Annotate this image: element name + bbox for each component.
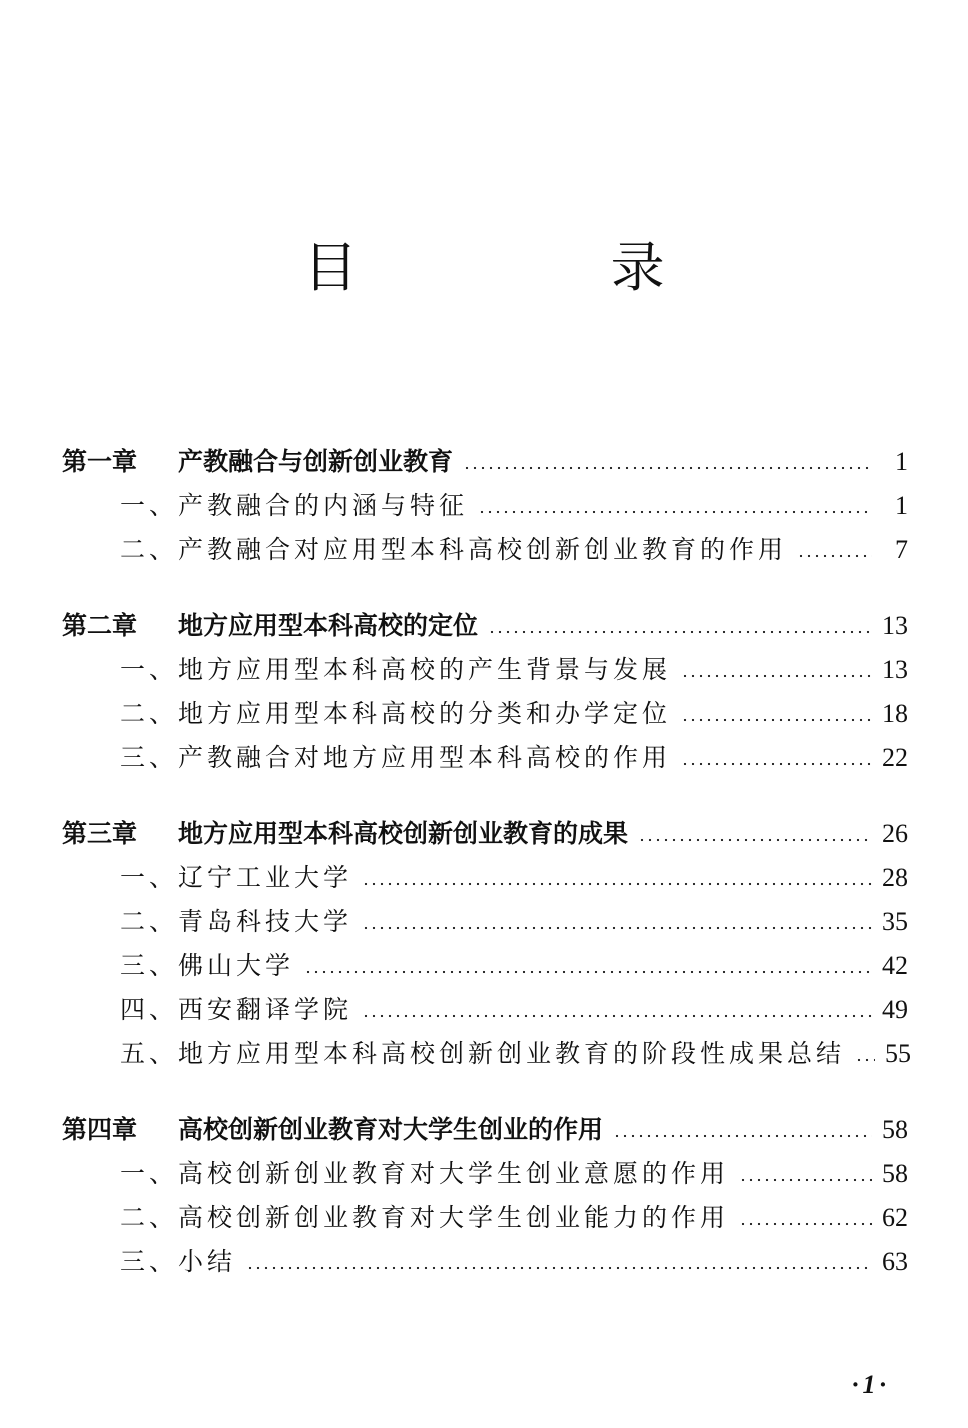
page-number: 7 xyxy=(895,535,908,564)
page-number: 28 xyxy=(882,863,908,892)
dot-leader xyxy=(246,1266,872,1270)
toc-section-entry[interactable] xyxy=(0,484,968,528)
page-number: 49 xyxy=(882,995,908,1024)
section-title: 一、高校创新创业教育对大学生创业意愿的作用 xyxy=(120,1159,730,1188)
toc-section-entry[interactable] xyxy=(0,1196,968,1240)
chapter-label: 第三章 xyxy=(62,819,138,848)
toc-section-entry[interactable] xyxy=(0,648,968,692)
section-title: 五、地方应用型本科高校创新创业教育的阶段性成果总结 xyxy=(120,1039,846,1068)
section-title: 二、产教融合对应用型本科高校创新创业教育的作用 xyxy=(120,535,788,564)
toc-section-entry[interactable] xyxy=(0,736,968,780)
section-title: 二、地方应用型本科高校的分类和办学定位 xyxy=(120,699,672,728)
dot-leader xyxy=(855,1058,875,1062)
toc-chapter xyxy=(0,440,968,572)
page-number: 22 xyxy=(882,743,908,772)
toc-section-entry[interactable] xyxy=(0,692,968,736)
page-number: 55 xyxy=(885,1039,912,1068)
page-number: 13 xyxy=(882,655,908,684)
dot-leader xyxy=(681,674,872,678)
page-number: 1 xyxy=(895,491,908,520)
page-number: 62 xyxy=(882,1203,908,1232)
dot-leader xyxy=(739,1222,872,1226)
dot-leader xyxy=(478,510,872,514)
dot-leader xyxy=(681,718,872,722)
section-title: 一、辽宁工业大学 xyxy=(120,863,353,892)
page-number: 58 xyxy=(882,1115,908,1144)
section-title: 一、产教融合的内涵与特征 xyxy=(120,491,469,520)
toc-chapter xyxy=(0,1108,968,1284)
dot-leader xyxy=(362,882,872,886)
section-title: 二、青岛科技大学 xyxy=(120,907,353,936)
page-title: 目 录 xyxy=(303,236,783,299)
chapter-label: 第一章 xyxy=(62,447,138,476)
page-folio: ·1· xyxy=(852,1370,890,1399)
chapter-title: 地方应用型本科高校创新创业教育的成果 xyxy=(178,819,629,848)
toc-section-entry[interactable] xyxy=(0,1152,968,1196)
toc-section-entry[interactable] xyxy=(0,1032,968,1076)
dot-leader xyxy=(463,466,872,470)
section-title: 三、产教融合对地方应用型本科高校的作用 xyxy=(120,743,672,772)
chapter-label: 第四章 xyxy=(62,1115,138,1144)
dot-leader xyxy=(638,838,872,842)
page-number: 42 xyxy=(882,951,908,980)
dot-leader xyxy=(362,1014,872,1018)
page-number: 13 xyxy=(882,611,908,640)
table-of-contents xyxy=(0,440,968,1316)
section-title: 一、地方应用型本科高校的产生背景与发展 xyxy=(120,655,672,684)
toc-chapter xyxy=(0,604,968,780)
page-number: 58 xyxy=(882,1159,908,1188)
toc-section-entry[interactable] xyxy=(0,1240,968,1284)
page-number: 1 xyxy=(895,447,908,476)
toc-section-entry[interactable] xyxy=(0,856,968,900)
dot-leader xyxy=(681,762,872,766)
page-number: 35 xyxy=(882,907,908,936)
dot-leader xyxy=(739,1178,872,1182)
toc-chapter-entry[interactable] xyxy=(0,1108,968,1152)
toc-chapter-entry[interactable] xyxy=(0,604,968,648)
toc-section-entry[interactable] xyxy=(0,988,968,1032)
dot-leader xyxy=(488,630,872,634)
toc-chapter-entry[interactable] xyxy=(0,812,968,856)
dot-leader xyxy=(304,970,872,974)
chapter-title: 地方应用型本科高校的定位 xyxy=(178,611,479,640)
chapter-label: 第二章 xyxy=(62,611,138,640)
dot-leader xyxy=(613,1134,872,1138)
section-title: 三、佛山大学 xyxy=(120,951,295,980)
dot-leader xyxy=(362,926,872,930)
chapter-title: 产教融合与创新创业教育 xyxy=(178,447,454,476)
page-number: 26 xyxy=(882,819,908,848)
toc-chapter xyxy=(0,812,968,1076)
page-number: 18 xyxy=(882,699,908,728)
dot-leader xyxy=(797,554,872,558)
section-title: 三、小结 xyxy=(120,1247,237,1276)
toc-section-entry[interactable] xyxy=(0,900,968,944)
page-number: 63 xyxy=(882,1247,908,1276)
chapter-title: 高校创新创业教育对大学生创业的作用 xyxy=(178,1115,604,1144)
section-title: 二、高校创新创业教育对大学生创业能力的作用 xyxy=(120,1203,730,1232)
toc-chapter-entry[interactable] xyxy=(0,440,968,484)
section-title: 四、西安翻译学院 xyxy=(120,995,353,1024)
toc-section-entry[interactable] xyxy=(0,528,968,572)
toc-section-entry[interactable] xyxy=(0,944,968,988)
